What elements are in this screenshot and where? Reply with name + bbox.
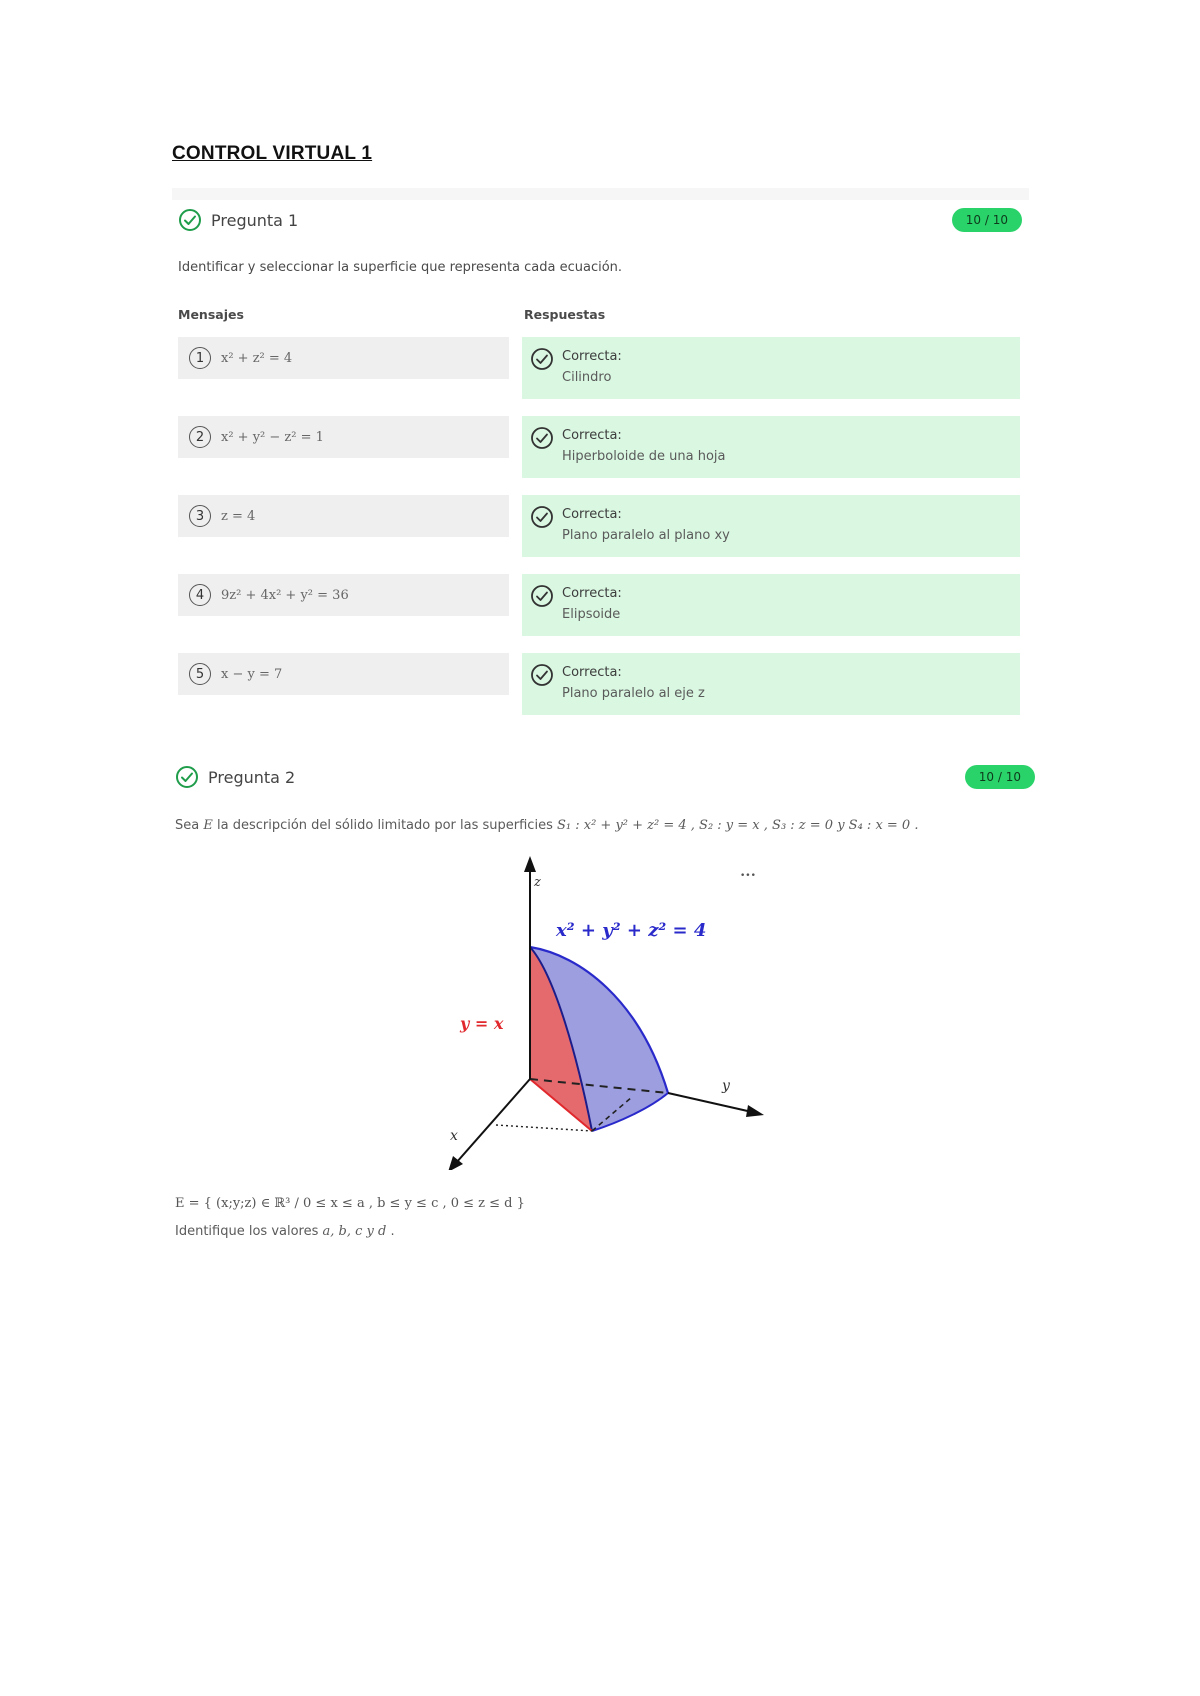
question-2-header — [175, 762, 1035, 792]
x-axis-label: x — [450, 1128, 458, 1144]
statement-surfaces: S₁ : x² + y² + z² = 4 , S₂ : y = x , S₃ : z = 0 y S₄ : x = 0 . — [556, 818, 919, 833]
messages-column-header: Mensajes — [178, 307, 244, 322]
z-axis-label: z — [534, 875, 541, 890]
correct-check-icon — [530, 663, 554, 687]
correct-check-icon — [530, 505, 554, 529]
answer-status: Correcta: — [562, 349, 622, 364]
answer-status: Correcta: — [562, 428, 622, 443]
answer-value: Elipsoide — [562, 607, 621, 622]
message-item — [178, 574, 509, 616]
message-item — [178, 653, 509, 695]
item-equation: z = 4 — [221, 508, 256, 524]
answer-item — [522, 653, 1020, 715]
item-equation: x² + z² = 4 — [221, 350, 293, 366]
question-2-score-badge: 10 / 10 — [965, 765, 1035, 789]
question-1-header — [178, 205, 1028, 235]
question-1-score-badge: 10 / 10 — [952, 208, 1022, 232]
statement-solid-name: E — [203, 818, 213, 833]
answer-value: Plano paralelo al plano xy — [562, 528, 730, 543]
y-axis — [668, 1093, 752, 1112]
question-1-band — [172, 188, 1029, 200]
message-item — [178, 337, 509, 379]
y-axis-arrow-icon — [746, 1105, 764, 1117]
answer-item — [522, 337, 1020, 399]
question-1-title: Pregunta 1 — [211, 210, 299, 230]
message-item — [178, 495, 509, 537]
correct-check-icon — [530, 584, 554, 608]
item-equation: x − y = 7 — [221, 666, 283, 682]
x-axis — [456, 1079, 530, 1163]
answer-status: Correcta: — [562, 586, 622, 601]
answer-value: Hiperboloide de una hoja — [562, 449, 726, 464]
solid-figure — [430, 840, 770, 1170]
item-equation: x² + y² − z² = 1 — [221, 429, 324, 445]
answer-status: Correcta: — [562, 507, 622, 522]
dotted-x-edge — [496, 1125, 592, 1131]
prompt-suffix: . — [386, 1224, 395, 1239]
prompt-variables: a, b, c y d — [322, 1224, 387, 1239]
answer-value: Plano paralelo al eje z — [562, 686, 705, 701]
answers-column-header: Respuestas — [524, 307, 606, 322]
prompt-prefix: Identifique los valores — [175, 1224, 323, 1239]
question-1-instruction: Identificar y seleccionar la superficie que representa cada ecuación. — [178, 260, 623, 275]
answer-item — [522, 416, 1020, 478]
question-2-title: Pregunta 2 — [208, 767, 296, 787]
more-options-icon: ••• — [740, 871, 756, 881]
question-2-statement — [175, 818, 918, 833]
item-number: 3 — [189, 505, 211, 527]
question-2-prompt — [175, 1224, 395, 1239]
correct-check-icon — [530, 347, 554, 371]
correct-check-icon — [175, 765, 199, 789]
answer-item — [522, 574, 1020, 636]
item-number: 4 — [189, 584, 211, 606]
statement-middle: la descripción del sólido limitado por las superficies — [212, 818, 557, 833]
z-axis-arrow-icon — [524, 856, 536, 872]
item-number: 5 — [189, 663, 211, 685]
item-number: 1 — [189, 347, 211, 369]
correct-check-icon — [530, 426, 554, 450]
message-item — [178, 416, 509, 458]
item-number: 2 — [189, 426, 211, 448]
solid-set-description: E = { (x;y;z) ∈ ℝ³ / 0 ≤ x ≤ a , b ≤ y ≤ c , 0 ≤ z ≤ d } — [175, 1196, 525, 1211]
answer-item — [522, 495, 1020, 557]
item-equation: 9z² + 4x² + y² = 36 — [221, 587, 349, 603]
sphere-equation-label: x² + y² + z² = 4 — [556, 920, 707, 941]
statement-prefix: Sea — [175, 818, 204, 833]
document-title: CONTROL VIRTUAL 1 — [172, 143, 373, 164]
answer-value: Cilindro — [562, 370, 612, 385]
y-axis-label: y — [722, 1078, 730, 1094]
plane-equation-label: y = x — [460, 1014, 504, 1033]
answer-status: Correcta: — [562, 665, 622, 680]
correct-check-icon — [178, 208, 202, 232]
